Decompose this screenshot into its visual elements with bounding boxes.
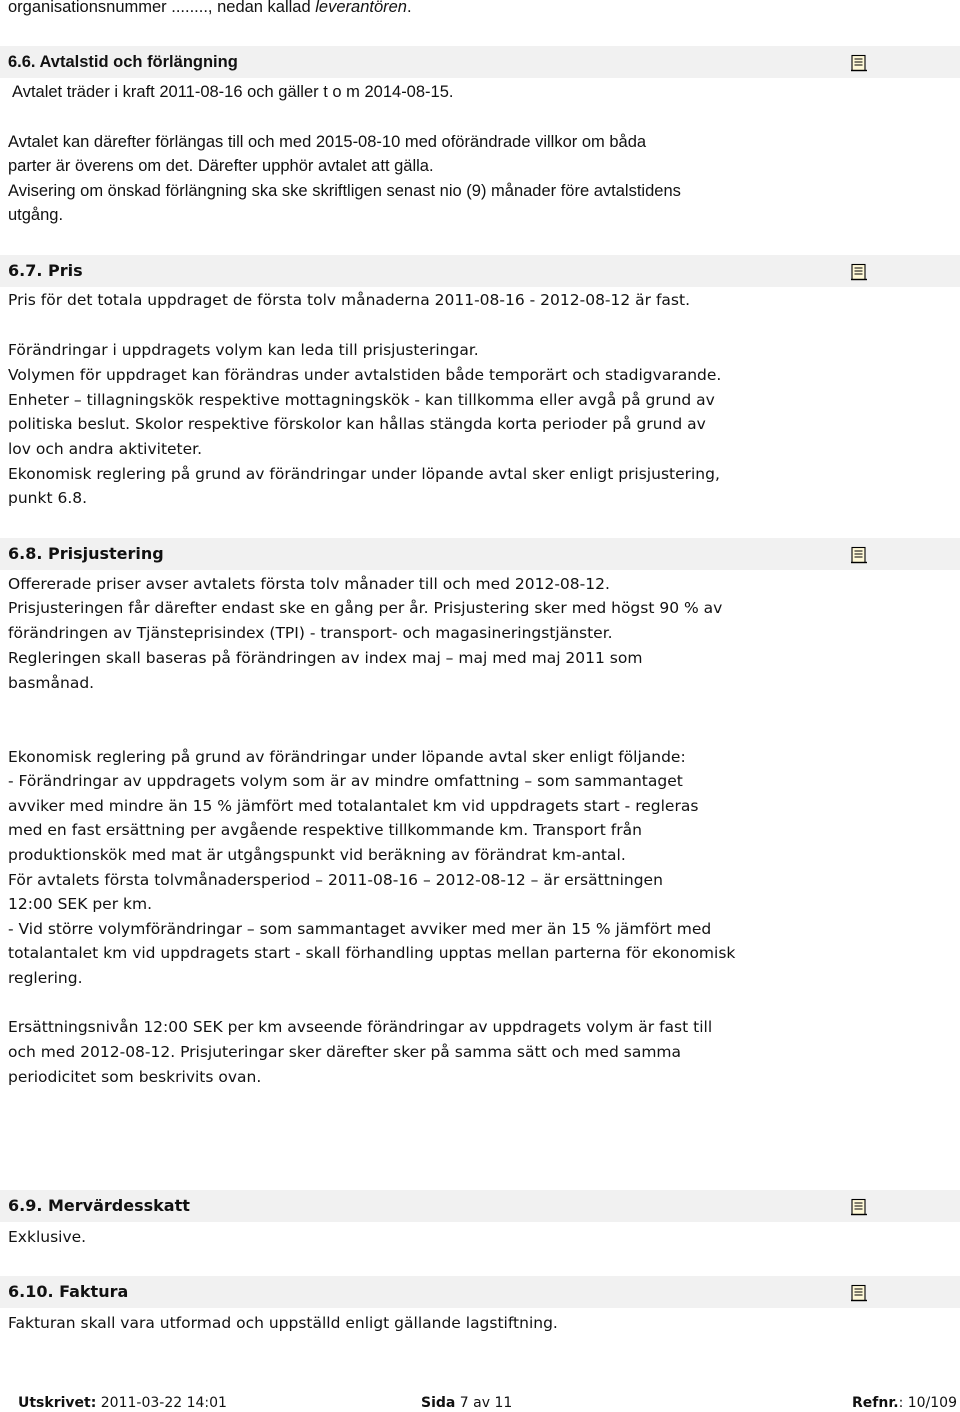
section-header-6-7	[0, 255, 960, 287]
paragraph-line: lov och andra aktiviteter.	[8, 440, 203, 458]
intro-emphasis: leverantören	[315, 0, 407, 16]
section-header-6-8	[0, 538, 960, 570]
paragraph-line: 12:00 SEK per km.	[8, 895, 152, 913]
paragraph-line: avviker med mindre än 15 % jämfört med totalantalet km vid uppdragets start - regleras	[8, 797, 699, 815]
document-edit-icon[interactable]	[850, 546, 868, 564]
footer-ref-value: : 10/109	[898, 1395, 957, 1411]
paragraph-line: För avtalets första tolvmånadersperiod – 2011-08-16 – 2012-08-12 – är ersättningen	[8, 871, 663, 889]
paragraph-line: Avtalet kan därefter förlängas till och med 2015-08-10 med oförändrade villkor om båda	[8, 133, 647, 151]
footer-page	[421, 1394, 512, 1412]
footer-page-value: 7 av 11	[455, 1395, 513, 1411]
paragraph-line: Ekonomisk reglering på grund av förändringar under löpande avtal sker enligt prisjustering,	[8, 465, 720, 483]
intro-suffix: .	[406, 0, 412, 16]
section-header-6-10	[0, 1276, 960, 1308]
section-header-6-6	[0, 46, 960, 78]
footer-printed-label: Utskrivet:	[18, 1395, 97, 1411]
paragraph-line: Förändringar i uppdragets volym kan leda till prisjusteringar.	[8, 341, 479, 359]
paragraph-line: - Förändringar av uppdragets volym som är av mindre omfattning – som sammantaget	[8, 772, 683, 790]
paragraph-line: Prisjusteringen får därefter endast ske en gång per år. Prisjustering sker med högst 90 % av	[8, 599, 723, 617]
paragraph-line: Regleringen skall baseras på förändringen av index maj – maj med maj 2011 som	[8, 649, 643, 667]
paragraph-line: Exklusive.	[8, 1228, 87, 1246]
paragraph-line: Enheter – tillagningskök respektive mottagningskök - kan tillkomma eller avgå på grund av	[8, 391, 715, 409]
section-title: 6.6. Avtalstid och förlängning	[8, 53, 238, 71]
paragraph-line: och med 2012-08-12. Prisjuteringar sker därefter sker på samma sätt och med samma	[8, 1043, 682, 1061]
footer-ref	[852, 1394, 957, 1412]
intro-prefix: organisationsnummer ........, nedan kallad	[8, 0, 316, 16]
section-title: 6.10. Faktura	[8, 1282, 129, 1301]
paragraph-line: Fakturan skall vara utformad och uppställd enligt gällande lagstiftning.	[8, 1314, 558, 1332]
paragraph-line: utgång.	[8, 206, 64, 224]
paragraph-line: förändringen av Tjänsteprisindex (TPI) - transport- och magasineringstjänster.	[8, 624, 613, 642]
document-edit-icon[interactable]	[850, 263, 868, 281]
paragraph-line: parter är överens om det. Därefter upphör avtalet att gälla.	[8, 157, 434, 175]
paragraph-line: politiska beslut. Skolor respektive förskolor kan hållas stängda korta perioder på grund av	[8, 415, 706, 433]
document-edit-icon[interactable]	[850, 1198, 868, 1216]
paragraph-line: med en fast ersättning per avgående respektive tillkommande km. Transport från	[8, 821, 642, 839]
footer-printed	[18, 1394, 227, 1412]
paragraph-line: basmånad.	[8, 674, 95, 692]
footer-ref-label: Refnr.	[852, 1395, 899, 1411]
document-edit-icon[interactable]	[850, 54, 868, 72]
section-title: 6.9. Mervärdesskatt	[8, 1196, 190, 1215]
section-title: 6.8. Prisjustering	[8, 544, 164, 563]
paragraph-line: produktionskök med mat är utgångspunkt vid beräkning av förändrat km-antal.	[8, 846, 626, 864]
paragraph-line: periodicitet som beskrivits ovan.	[8, 1068, 262, 1086]
paragraph-line: Offererade priser avser avtalets första tolv månader till och med 2012-08-12.	[8, 575, 610, 593]
paragraph-line: - Vid större volymförändringar – som sammantaget avviker med mer än 15 % jämfört med	[8, 920, 712, 938]
section-title: 6.7. Pris	[8, 261, 83, 280]
paragraph-line: punkt 6.8.	[8, 489, 88, 507]
intro-text	[8, 0, 412, 17]
footer-printed-value: 2011-03-22 14:01	[96, 1395, 227, 1411]
section-header-6-9	[0, 1190, 960, 1222]
paragraph-line: Volymen för uppdraget kan förändras under avtalstiden både temporärt och stadigvarande.	[8, 366, 722, 384]
paragraph-line: Avisering om önskad förlängning ska ske skriftligen senast nio (9) månader före avtalstidens	[8, 182, 681, 200]
paragraph-line: Ekonomisk reglering på grund av förändringar under löpande avtal sker enligt följande:	[8, 748, 686, 766]
paragraph-line: totalantalet km vid uppdragets start - skall förhandling upptas mellan parterna för ekonomisk	[8, 944, 736, 962]
document-edit-icon[interactable]	[850, 1284, 868, 1302]
paragraph-line: Ersättningsnivån 12:00 SEK per km avseende förändringar av uppdragets volym är fast till	[8, 1018, 713, 1036]
paragraph-line: reglering.	[8, 969, 83, 987]
paragraph-line: Avtalet träder i kraft 2011-08-16 och gäller t o m 2014-08-15.	[12, 83, 454, 101]
paragraph-line: Pris för det totala uppdraget de första tolv månaderna 2011-08-16 - 2012-08-12 är fast.	[8, 291, 690, 309]
footer-page-label: Sida	[421, 1395, 456, 1411]
